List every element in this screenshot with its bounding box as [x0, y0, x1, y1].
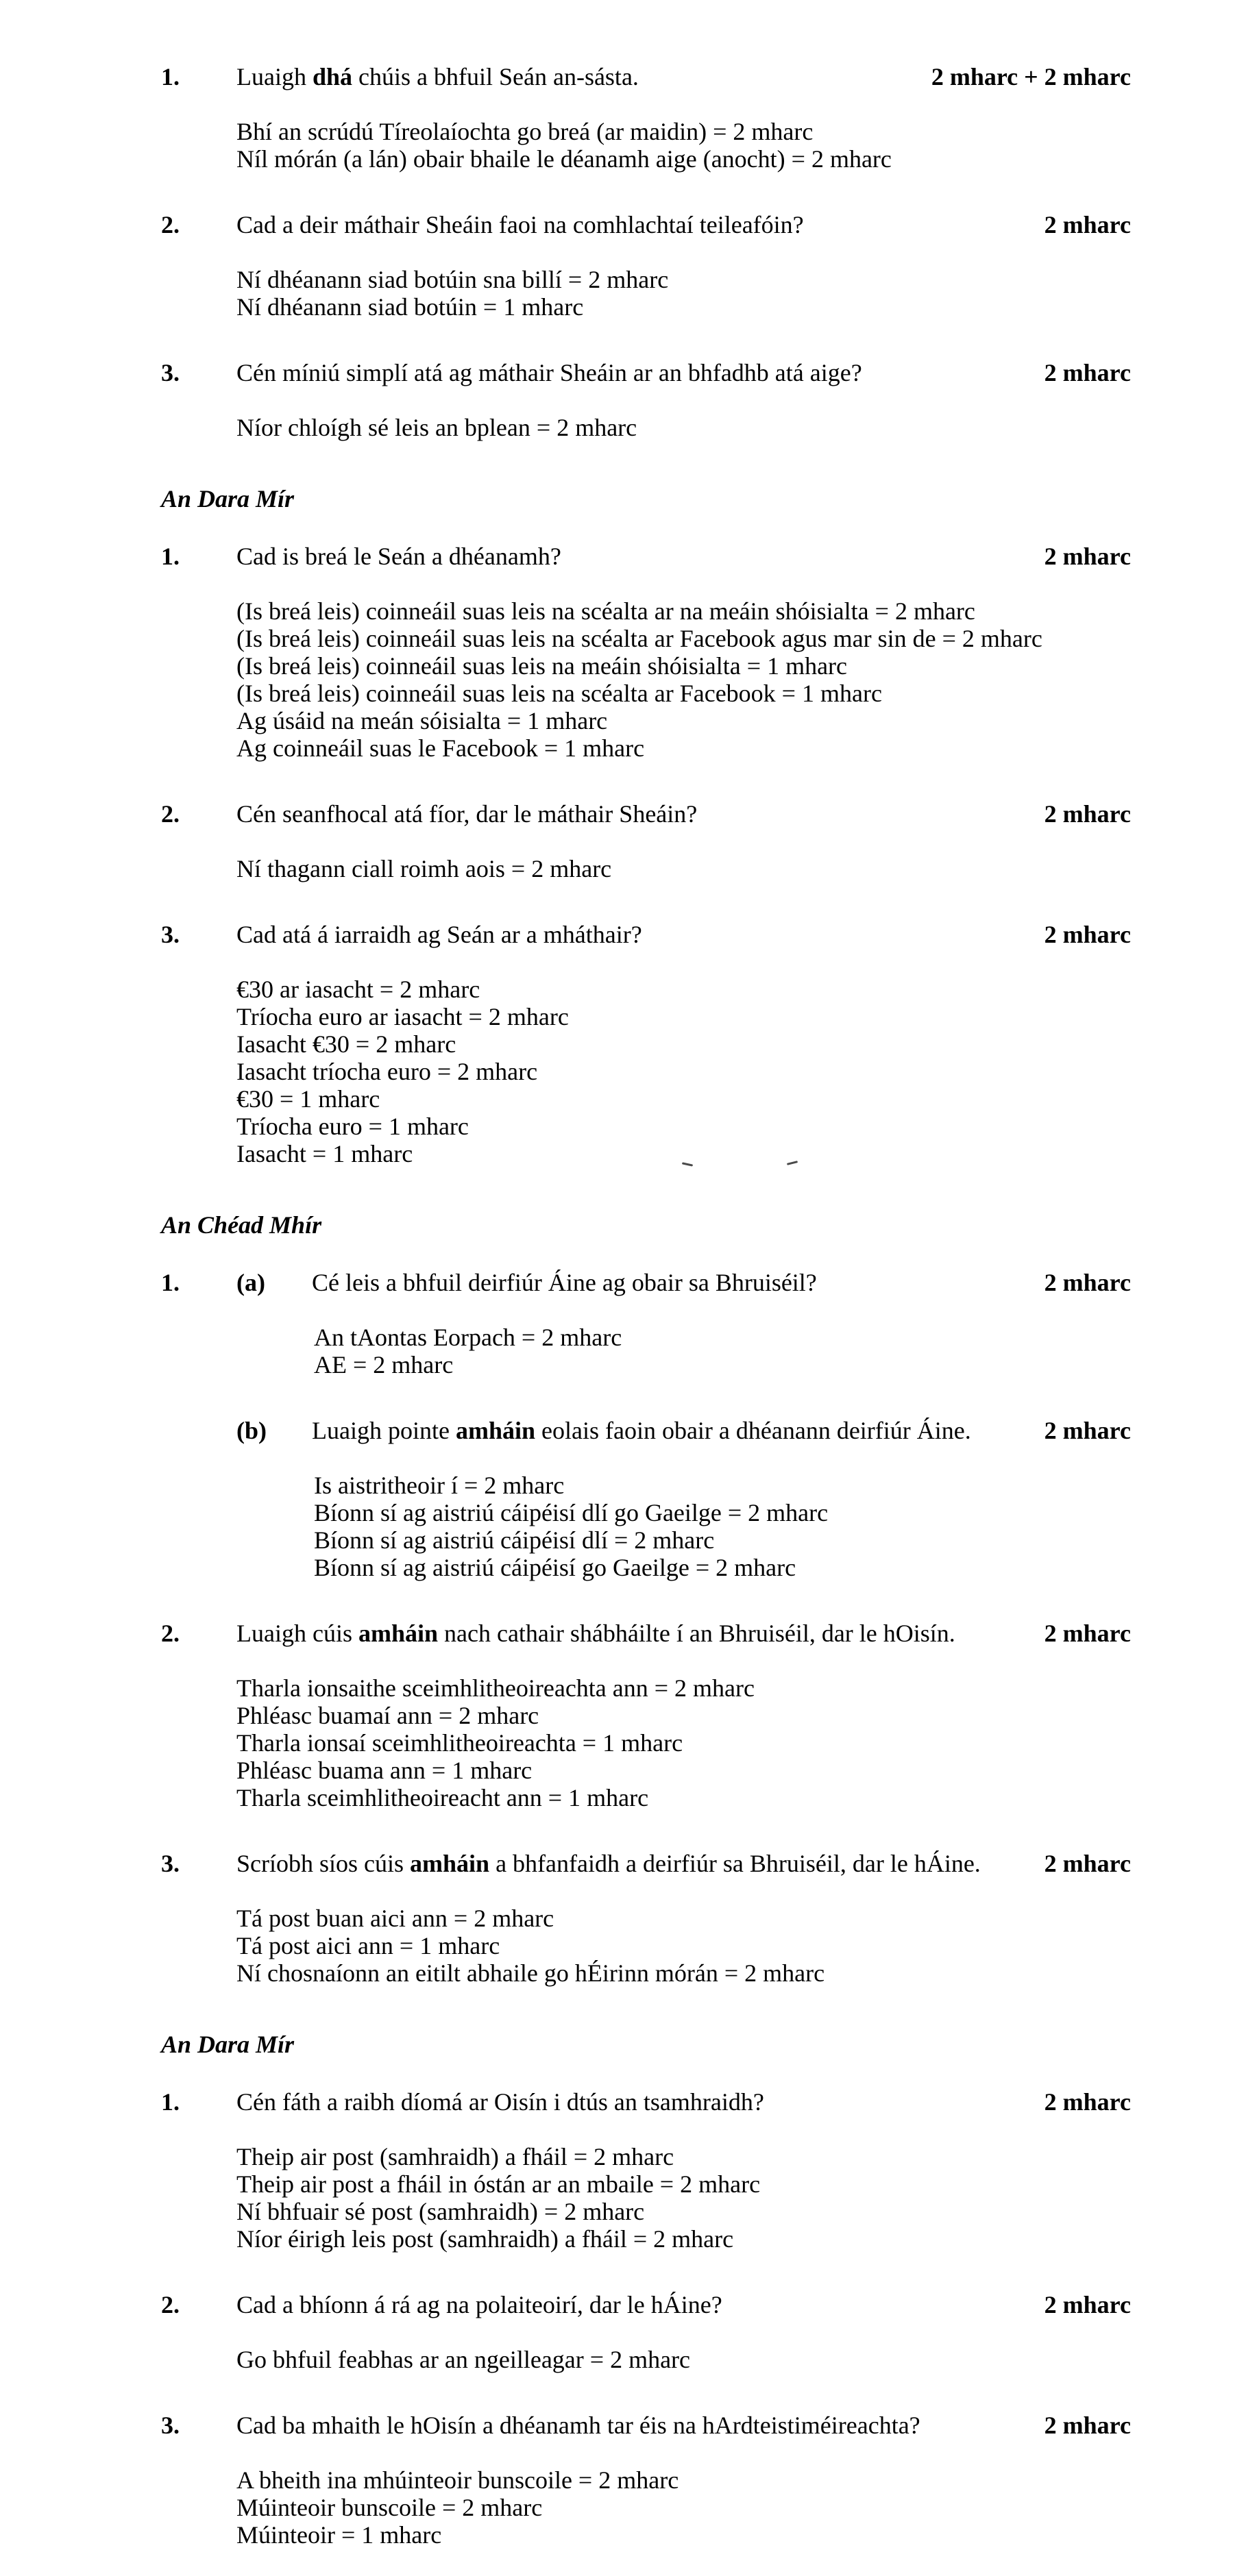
question-row — [161, 359, 1131, 386]
question-number: 2. — [161, 1620, 180, 1647]
answers-block — [236, 597, 1131, 762]
marks-label: 2 mharc — [1044, 921, 1131, 948]
answer-line: Tá post aici ann = 1 mharc — [236, 1932, 500, 1959]
answer-line: Ní bhfuair sé post (samhraidh) = 2 mharc — [236, 2198, 645, 2225]
question-text — [236, 1850, 1028, 1877]
question-number: 3. — [161, 1850, 180, 1877]
question-text-run: chúis a bhfuil Seán an-sásta. — [352, 63, 639, 90]
answer-line: Theip air post (samhraidh) a fháil = 2 mharc — [236, 2143, 674, 2170]
answers-block — [236, 266, 1131, 321]
answer-line: Phléasc buamaí ann = 2 mharc — [236, 1702, 539, 1729]
question-text — [236, 800, 1028, 828]
question-text-run: Cad atá á iarraidh ag Seán ar a mháthair? — [236, 921, 642, 948]
marks-label: 2 mharc + 2 mharc — [931, 63, 1131, 90]
answer-line: Tá post buan aici ann = 2 mharc — [236, 1905, 554, 1932]
question-text-run: Cén seanfhocal atá fíor, dar le máthair Sheáin? — [236, 800, 698, 828]
answer-line: Bíonn sí ag aistriú cáipéisí dlí = 2 mharc — [314, 1526, 715, 1554]
answer-line: An tAontas Eorpach = 2 mharc — [314, 1324, 622, 1351]
answers-block — [314, 1324, 1131, 1378]
question-text-run: amháin — [358, 1620, 439, 1647]
question-text — [236, 63, 915, 90]
answer-line: Phléasc buama ann = 1 mharc — [236, 1757, 533, 1784]
answer-line: Bíonn sí ag aistriú cáipéisí dlí go Gaeilge = 2 mharc — [314, 1499, 829, 1526]
question-number: 2. — [161, 800, 180, 828]
question-row — [161, 1850, 1131, 1877]
question-text-run: amháin — [455, 1417, 535, 1444]
answer-line: AE = 2 mharc — [314, 1351, 454, 1378]
question-number: 2. — [161, 211, 180, 238]
answers-block — [236, 118, 1131, 173]
question-row — [161, 543, 1131, 570]
question-text — [236, 359, 1028, 386]
answer-line: Bhí an scrúdú Tíreolaíochta go breá (ar maidin) = 2 mharc — [236, 118, 814, 145]
section-heading: An Dara Mír — [161, 2031, 295, 2058]
question-number: 1. — [161, 2088, 180, 2116]
answer-line: Go bhfuil feabhas ar an ngeilleagar = 2 mharc — [236, 2346, 691, 2373]
question-row — [161, 211, 1131, 238]
question-text — [236, 2088, 1028, 2116]
section-heading: An Chéad Mhír — [161, 1211, 322, 1239]
answer-line: (Is breá leis) coinneáil suas leis na scéalta ar Facebook = 1 mharc — [236, 680, 882, 707]
answer-line: Tharla ionsaithe sceimhlitheoireachta ann = 2 mharc — [236, 1674, 755, 1702]
question-text — [236, 1620, 1028, 1647]
question-text-run: Luaigh pointe — [312, 1417, 456, 1444]
marks-label: 2 mharc — [1044, 1417, 1131, 1444]
question-number: 3. — [161, 921, 180, 948]
question-number: 1. — [161, 543, 180, 570]
question-text-run: nach cathair shábháilte í an Bhruiséil, dar le hOisín. — [438, 1620, 955, 1647]
question-row — [161, 921, 1131, 948]
question-text — [236, 2291, 1028, 2318]
question-text-run: Luaigh — [236, 63, 313, 90]
question-number: 3. — [161, 2412, 180, 2439]
answers-block — [236, 414, 1131, 441]
document — [161, 63, 1131, 2549]
answer-line: Tríocha euro = 1 mharc — [236, 1113, 469, 1140]
question-text — [236, 211, 1028, 238]
question-text-run: Cad a bhíonn á rá ag na polaiteoirí, dar le hÁine? — [236, 2291, 722, 2318]
answers-block — [236, 2346, 1131, 2373]
answers-block — [236, 1674, 1131, 1811]
answer-line: Níl mórán (a lán) obair bhaile le déanamh aige (anocht) = 2 mharc — [236, 145, 892, 173]
answer-line: Iasacht tríocha euro = 2 mharc — [236, 1058, 538, 1085]
answer-line: (Is breá leis) coinneáil suas leis na scéalta ar na meáin shóisialta = 2 mharc — [236, 597, 975, 625]
answer-line: Tharla sceimhlitheoireacht ann = 1 mharc — [236, 1784, 649, 1811]
question-text-run: Cad a deir máthair Sheáin faoi na comhlachtaí teileafóin? — [236, 211, 804, 238]
question-text-run: Scríobh síos cúis — [236, 1850, 411, 1877]
question-subletter: (b) — [236, 1417, 267, 1444]
answer-line: A bheith ina mhúinteoir bunscoile = 2 mharc — [236, 2466, 679, 2494]
question-subletter: (a) — [236, 1269, 265, 1296]
answers-block — [314, 1472, 1131, 1581]
marks-label: 2 mharc — [1044, 1269, 1131, 1296]
answer-line: (Is breá leis) coinneáil suas leis na scéalta ar Facebook agus mar sin de = 2 mharc — [236, 625, 1042, 652]
marks-label: 2 mharc — [1044, 2291, 1131, 2318]
question-text-run: Cad ba mhaith le hOisín a dhéanamh tar éis na hArdteistiméireachta? — [236, 2412, 920, 2439]
marks-label: 2 mharc — [1044, 2088, 1131, 2116]
answer-line: Is aistritheoir í = 2 mharc — [314, 1472, 565, 1499]
answers-block — [236, 1905, 1131, 1987]
marks-label: 2 mharc — [1044, 2412, 1131, 2439]
marks-label: 2 mharc — [1044, 1620, 1131, 1647]
question-text-run: Cad is breá le Seán a dhéanamh? — [236, 543, 561, 570]
answer-line: Ní dhéanann siad botúin sna billí = 2 mharc — [236, 266, 669, 293]
question-number: 1. — [161, 63, 180, 90]
question-text-run: eolais faoin obair a dhéanann deirfiúr Áine. — [535, 1417, 971, 1444]
answers-block — [236, 855, 1131, 882]
question-text-run: amháin — [410, 1850, 490, 1877]
answer-line: Iasacht €30 = 2 mharc — [236, 1030, 456, 1058]
question-text-run: Cé leis a bhfuil deirfiúr Áine ag obair sa Bhruiséil? — [312, 1269, 817, 1296]
answer-line: (Is breá leis) coinneáil suas leis na meáin shóisialta = 1 mharc — [236, 652, 848, 680]
question-text — [236, 543, 1028, 570]
question-row — [161, 63, 1131, 90]
question-text — [312, 1417, 1028, 1444]
answer-line: Ag coinneáil suas le Facebook = 1 mharc — [236, 734, 645, 762]
question-text — [236, 2412, 1028, 2439]
answer-line: Ag úsáid na meán sóisialta = 1 mharc — [236, 707, 608, 734]
answer-line: €30 = 1 mharc — [236, 1085, 380, 1113]
question-row — [161, 800, 1131, 828]
answer-line: Níor éirigh leis post (samhraidh) a fháil = 2 mharc — [236, 2225, 734, 2253]
question-number: 1. — [161, 1269, 180, 1296]
question-text-run: Cén fáth a raibh díomá ar Oisín i dtús an tsamhraidh? — [236, 2088, 764, 2116]
answer-line: Níor chloígh sé leis an bplean = 2 mharc — [236, 414, 637, 441]
answer-line: Ní thagann ciall roimh aois = 2 mharc — [236, 855, 612, 882]
answers-block — [236, 2143, 1131, 2253]
answer-line: Múinteoir bunscoile = 2 mharc — [236, 2494, 543, 2521]
question-row — [161, 1269, 1131, 1296]
marks-label: 2 mharc — [1044, 800, 1131, 828]
question-text — [312, 1269, 1028, 1296]
question-text-run: a bhfanfaidh a deirfiúr sa Bhruiséil, dar le hÁine. — [489, 1850, 981, 1877]
question-number: 3. — [161, 359, 180, 386]
answers-block — [236, 976, 1131, 1167]
question-row — [161, 2088, 1131, 2116]
marks-label: 2 mharc — [1044, 543, 1131, 570]
question-number: 2. — [161, 2291, 180, 2318]
section-heading: An Dara Mír — [161, 485, 295, 512]
question-row — [161, 1417, 1131, 1444]
question-row — [161, 2412, 1131, 2439]
question-row — [161, 1620, 1131, 1647]
question-text-run: dhá — [312, 63, 353, 90]
question-text — [236, 921, 1028, 948]
answer-line: Ní dhéanann siad botúin = 1 mharc — [236, 293, 584, 321]
answer-line: Tharla ionsaí sceimhlitheoireachta = 1 mharc — [236, 1729, 683, 1757]
question-text-run: Cén míniú simplí atá ag máthair Sheáin ar an bhfadhb atá aige? — [236, 359, 862, 386]
answer-line: Ní chosnaíonn an eitilt abhaile go hÉirinn mórán = 2 mharc — [236, 1959, 825, 1987]
answer-line: Theip air post a fháil in óstán ar an mbaile = 2 mharc — [236, 2170, 761, 2198]
answers-block — [236, 2466, 1131, 2549]
marks-label: 2 mharc — [1044, 211, 1131, 238]
answer-line: Tríocha euro ar iasacht = 2 mharc — [236, 1003, 569, 1030]
answer-line: Bíonn sí ag aistriú cáipéisí go Gaeilge = 2 mharc — [314, 1554, 796, 1581]
answer-line: Iasacht = 1 mharc — [236, 1140, 413, 1167]
question-text-run: Luaigh cúis — [236, 1620, 358, 1647]
question-row — [161, 2291, 1131, 2318]
marks-label: 2 mharc — [1044, 359, 1131, 386]
answer-line: €30 ar iasacht = 2 mharc — [236, 976, 480, 1003]
marks-label: 2 mharc — [1044, 1850, 1131, 1877]
answer-line: Múinteoir = 1 mharc — [236, 2521, 442, 2549]
